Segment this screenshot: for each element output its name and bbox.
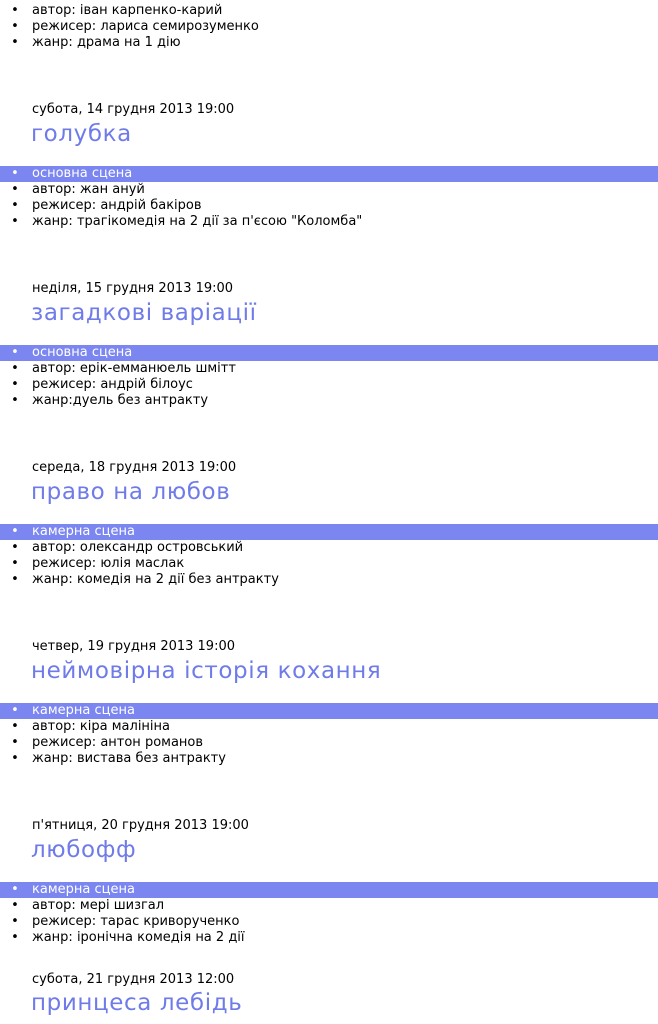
detail-director: • режисер: юлія маслак bbox=[0, 556, 658, 572]
detail-director: • режисер: тарас криворученко bbox=[0, 914, 658, 930]
bullet-icon: • bbox=[11, 735, 19, 750]
bullet-icon: • bbox=[11, 377, 19, 392]
event-datetime: неділя, 15 грудня 2013 19:00 bbox=[32, 281, 234, 296]
bullet-icon: • bbox=[11, 166, 19, 181]
event-details-block bbox=[0, 524, 658, 588]
stage-bar: • основна сцена bbox=[0, 345, 658, 361]
event-title-link[interactable]: неймовірна історія кохання bbox=[31, 658, 382, 684]
bullet-icon: • bbox=[11, 19, 19, 34]
bullet-icon: • bbox=[11, 882, 19, 897]
detail-author: • автор: кіра малініна bbox=[0, 719, 658, 735]
bullet-icon: • bbox=[11, 182, 19, 197]
detail-genre: • жанр: комедія на 2 дії без антракту bbox=[0, 572, 658, 588]
detail-author: • автор: олександр островський bbox=[0, 540, 658, 556]
bullet-icon: • bbox=[11, 214, 19, 229]
detail-genre: • жанр: іронічна комедія на 2 дії bbox=[0, 930, 658, 946]
event-title-link[interactable]: любофф bbox=[31, 837, 137, 863]
detail-genre: • жанр: трагікомедія на 2 дії за п'єсою "Коломба" bbox=[0, 214, 658, 230]
detail-director: • режисер: антон романов bbox=[0, 735, 658, 751]
event-title-link[interactable]: принцеса лебідь bbox=[31, 990, 243, 1016]
event-details-list bbox=[0, 3, 658, 51]
bullet-icon: • bbox=[11, 898, 19, 913]
bullet-icon: • bbox=[11, 703, 19, 718]
event-details-block bbox=[0, 882, 658, 946]
bullet-icon: • bbox=[11, 361, 19, 376]
event-title-link[interactable]: загадкові варіації bbox=[31, 300, 257, 326]
intro-details-block bbox=[0, 3, 658, 51]
event-title-link[interactable]: голубка bbox=[31, 121, 132, 147]
event-details-block bbox=[0, 166, 658, 230]
event-details-list bbox=[0, 345, 658, 409]
detail-author: • автор: мері шизгал bbox=[0, 898, 658, 914]
bullet-icon: • bbox=[11, 914, 19, 929]
detail-genre: • жанр:дуель без антракту bbox=[0, 393, 658, 409]
detail-author: • автор: жан ануй bbox=[0, 182, 658, 198]
event-details-list bbox=[0, 703, 658, 767]
stage-bar: • камерна сцена bbox=[0, 524, 658, 540]
event-datetime: четвер, 19 грудня 2013 19:00 bbox=[32, 639, 235, 654]
bullet-icon: • bbox=[11, 3, 19, 18]
bullet-icon: • bbox=[11, 35, 19, 50]
bullet-icon: • bbox=[11, 524, 19, 539]
event-datetime: середа, 18 грудня 2013 19:00 bbox=[32, 460, 237, 475]
detail-director: • режисер: андрій бакіров bbox=[0, 198, 658, 214]
event-details-list bbox=[0, 166, 658, 230]
bullet-icon: • bbox=[11, 751, 19, 766]
event-details-list bbox=[0, 524, 658, 588]
event-details-block bbox=[0, 345, 658, 409]
bullet-icon: • bbox=[11, 930, 19, 945]
detail-author: • автор: ерік-емманюель шмітт bbox=[0, 361, 658, 377]
bullet-icon: • bbox=[11, 540, 19, 555]
detail-director: • режисер: лариса семирозуменко bbox=[0, 19, 658, 35]
bullet-icon: • bbox=[11, 719, 19, 734]
bullet-icon: • bbox=[11, 345, 19, 360]
detail-genre: • жанр: драма на 1 дію bbox=[0, 35, 658, 51]
bullet-icon: • bbox=[11, 572, 19, 587]
event-details-block bbox=[0, 703, 658, 767]
event-details-list bbox=[0, 882, 658, 946]
event-datetime: субота, 21 грудня 2013 12:00 bbox=[32, 972, 235, 987]
event-title-link[interactable]: право на любов bbox=[31, 479, 231, 505]
detail-author: • автор: іван карпенко-карий bbox=[0, 3, 658, 19]
bullet-icon: • bbox=[11, 393, 19, 408]
bullet-icon: • bbox=[11, 198, 19, 213]
event-datetime: п'ятниця, 20 грудня 2013 19:00 bbox=[32, 818, 249, 833]
detail-genre: • жанр: вистава без антракту bbox=[0, 751, 658, 767]
stage-bar: • основна сцена bbox=[0, 166, 658, 182]
stage-bar: • камерна сцена bbox=[0, 882, 658, 898]
stage-bar: • камерна сцена bbox=[0, 703, 658, 719]
bullet-icon: • bbox=[11, 556, 19, 571]
event-datetime: субота, 14 грудня 2013 19:00 bbox=[32, 102, 235, 117]
detail-director: • режисер: андрій білоус bbox=[0, 377, 658, 393]
